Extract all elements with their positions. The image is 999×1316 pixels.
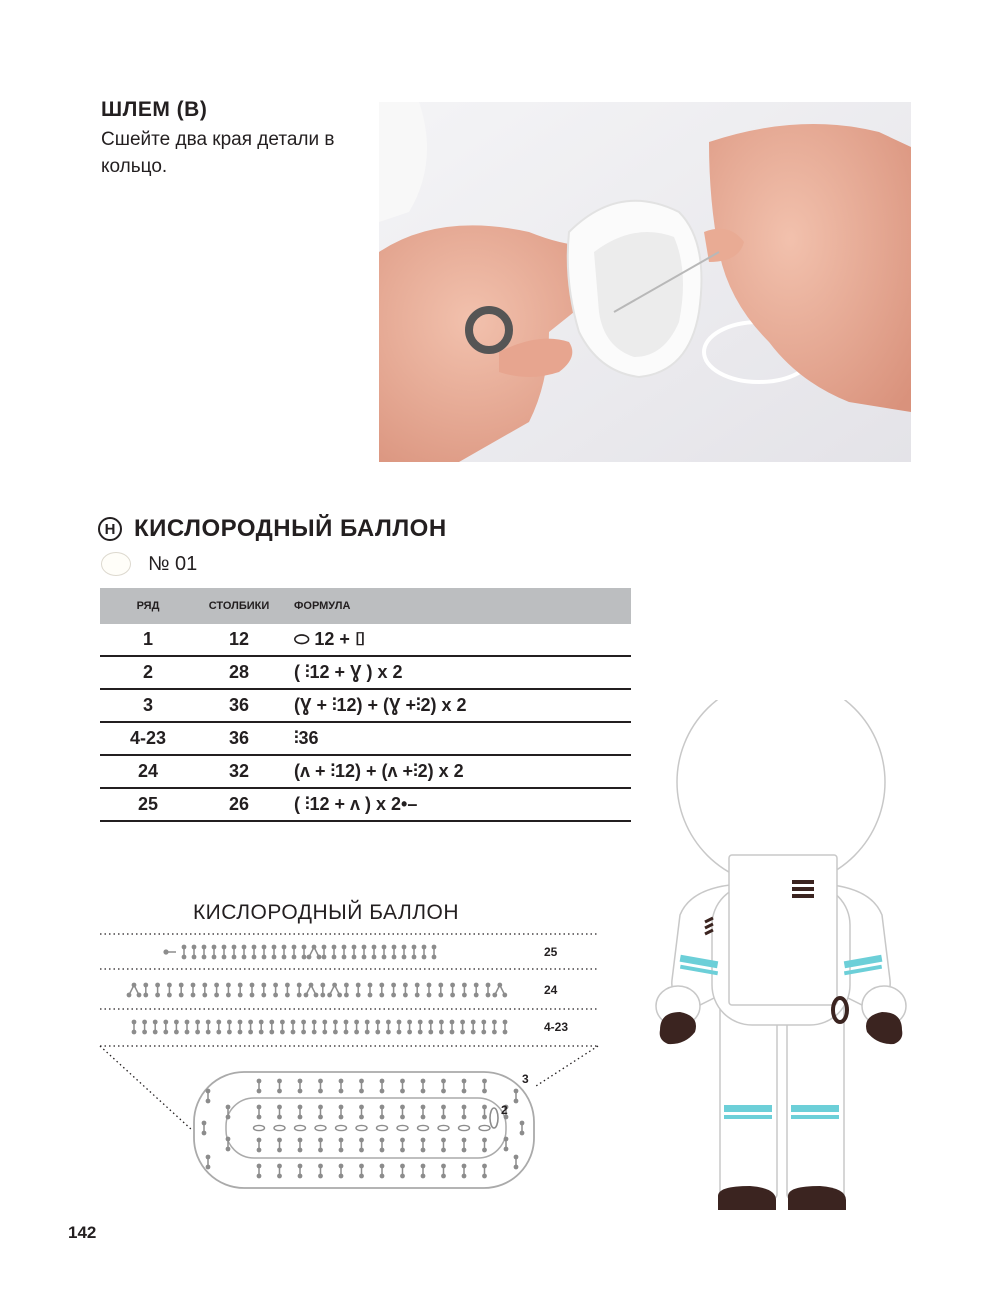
chain-symbol xyxy=(315,1125,326,1130)
yarn-number: № 01 xyxy=(148,552,198,575)
pattern-table xyxy=(100,588,631,822)
row-formula: ( ⫶12 + Ɣ ) x 2 xyxy=(282,656,631,689)
table-row xyxy=(100,722,631,755)
column-header-stitches: СТОЛБИКИ xyxy=(196,588,282,624)
row-number: 24 xyxy=(100,755,196,788)
chain-symbol xyxy=(479,1125,490,1130)
round-label: 2 xyxy=(501,1103,508,1117)
table-row xyxy=(100,689,631,722)
chain-symbol xyxy=(438,1125,449,1130)
chain-symbol xyxy=(336,1125,347,1130)
chain-symbol xyxy=(459,1125,470,1130)
page-number: 142 xyxy=(68,1223,97,1242)
row-number: 4-23 xyxy=(100,722,196,755)
yarn-color-swatch xyxy=(101,552,131,576)
chain-symbol xyxy=(295,1125,306,1130)
helmet-instruction: Сшейте два края детали в кольцо. xyxy=(101,129,335,177)
chain-symbol xyxy=(356,1125,367,1130)
stitch-count: 12 xyxy=(196,624,282,656)
yarn-info xyxy=(101,552,197,576)
chain-symbol xyxy=(418,1125,429,1130)
chain-symbol xyxy=(254,1125,265,1130)
row-formula: ⬭ 12 + ⌷ xyxy=(282,624,631,656)
table-row xyxy=(100,788,631,821)
chain-symbol xyxy=(397,1125,408,1130)
stitch-count: 28 xyxy=(196,656,282,689)
sewing-photo xyxy=(379,102,911,462)
chain-symbol xyxy=(377,1125,388,1130)
row-number: 25 xyxy=(100,788,196,821)
chain-symbol xyxy=(274,1125,285,1130)
row-number: 3 xyxy=(100,689,196,722)
stitch-count: 36 xyxy=(196,722,282,755)
stitch-diagram xyxy=(96,926,606,1196)
astronaut-illustration xyxy=(650,700,912,1220)
row-label: 25 xyxy=(544,945,558,959)
helmet-heading: ШЛЕМ (B) xyxy=(101,98,208,121)
row-label: 4-23 xyxy=(544,1020,569,1034)
table-row xyxy=(100,755,631,788)
table-row xyxy=(100,624,631,656)
column-header-row: РЯД xyxy=(100,588,196,624)
row-number: 2 xyxy=(100,656,196,689)
column-header-formula: ФОРМУЛА xyxy=(282,588,631,624)
row-formula: ⫶36 xyxy=(282,722,631,755)
row-number: 1 xyxy=(100,624,196,656)
section-badge: H xyxy=(98,517,122,541)
section-heading xyxy=(98,515,447,543)
row-formula: (Ɣ + ⫶12) + (Ɣ +⫶2) x 2 xyxy=(282,689,631,722)
table-row xyxy=(100,656,631,689)
stitch-count: 36 xyxy=(196,689,282,722)
section-title: КИСЛОРОДНЫЙ БАЛЛОН xyxy=(134,515,447,542)
round-label: 3 xyxy=(522,1072,529,1086)
diagram-title: КИСЛОРОДНЫЙ БАЛЛОН xyxy=(192,901,460,924)
ring-symbol xyxy=(490,1108,498,1128)
row-formula: (ʌ + ⫶12) + (ʌ +⫶2) x 2 xyxy=(282,755,631,788)
row-label: 24 xyxy=(544,983,558,997)
table-header-row xyxy=(100,588,631,624)
row-formula: ( ⫶12 + ʌ ) x 2•– xyxy=(282,788,631,821)
stitch-count: 32 xyxy=(196,755,282,788)
stitch-count: 26 xyxy=(196,788,282,821)
